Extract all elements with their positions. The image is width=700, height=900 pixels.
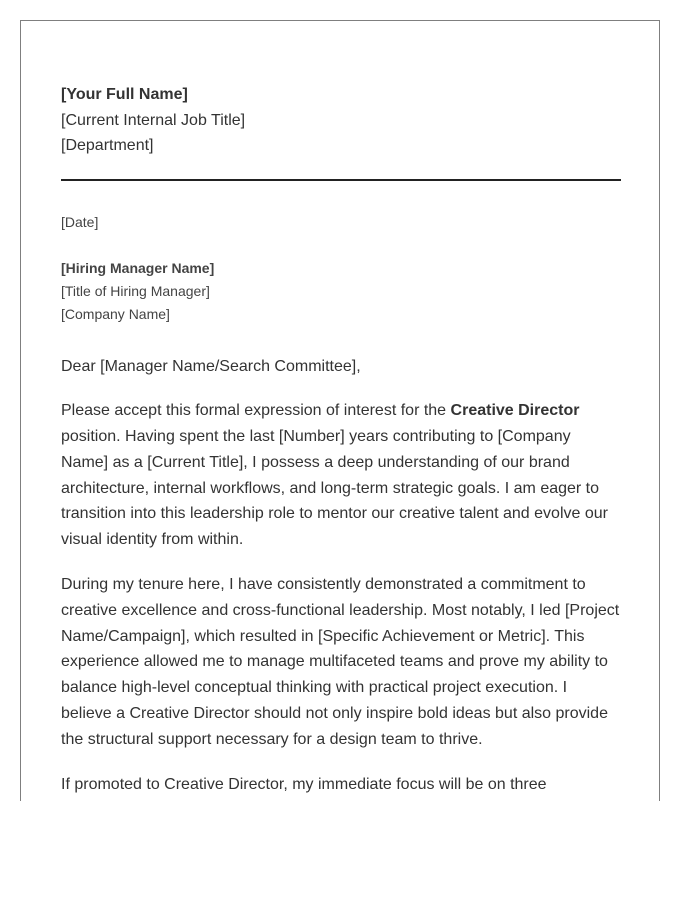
recipient-company: [Company Name]	[61, 305, 170, 322]
body-paragraph-2: During my tenure here, I have consistently demonstrated a commitment to creative excellence and cross-functional leadership. Most notably, I led [Project Name/Campaign], which resulted in [Specific Achievement or Metric]. This experience allowed me to manage multifaceted teams and prove my ability to balance high-level conceptual thinking with practical project execution. I believe a Creative Director should not only inspire bold ideas but also provide the structural support necessary for a design team to thrive.	[61, 576, 620, 748]
letter-page	[20, 20, 660, 801]
sender-name: [Your Full Name]	[61, 86, 188, 103]
sender-block	[61, 82, 621, 159]
recipient-name: [Hiring Manager Name]	[61, 259, 215, 276]
body-paragraph-3: If promoted to Creative Director, my immediate focus will be on three	[61, 775, 547, 793]
paragraph-1-rest: position. Having spent the last [Number] years contributing to [Company Name] as a [Current Title], I possess a deep understanding of our brand architecture, internal workflows, and long-term strategic goals. I am eager to transition into this leadership role to mentor our creative talent and evolve our visual identity from within.	[61, 428, 608, 549]
letter-date: [Date]	[61, 213, 99, 230]
letter-content	[61, 21, 621, 797]
sender-job-title: [Current Internal Job Title]	[61, 111, 246, 129]
recipient-title: [Title of Hiring Manager]	[61, 282, 210, 299]
recipient-block	[61, 257, 621, 326]
header-divider	[61, 179, 621, 181]
role-name: Creative Director	[450, 402, 580, 420]
body-paragraph-1	[61, 398, 621, 553]
sender-department: [Department]	[61, 137, 154, 154]
paragraph-1-intro: Please accept this formal expression of interest for the	[61, 402, 451, 420]
salutation: Dear [Manager Name/Search Committee],	[61, 357, 361, 375]
